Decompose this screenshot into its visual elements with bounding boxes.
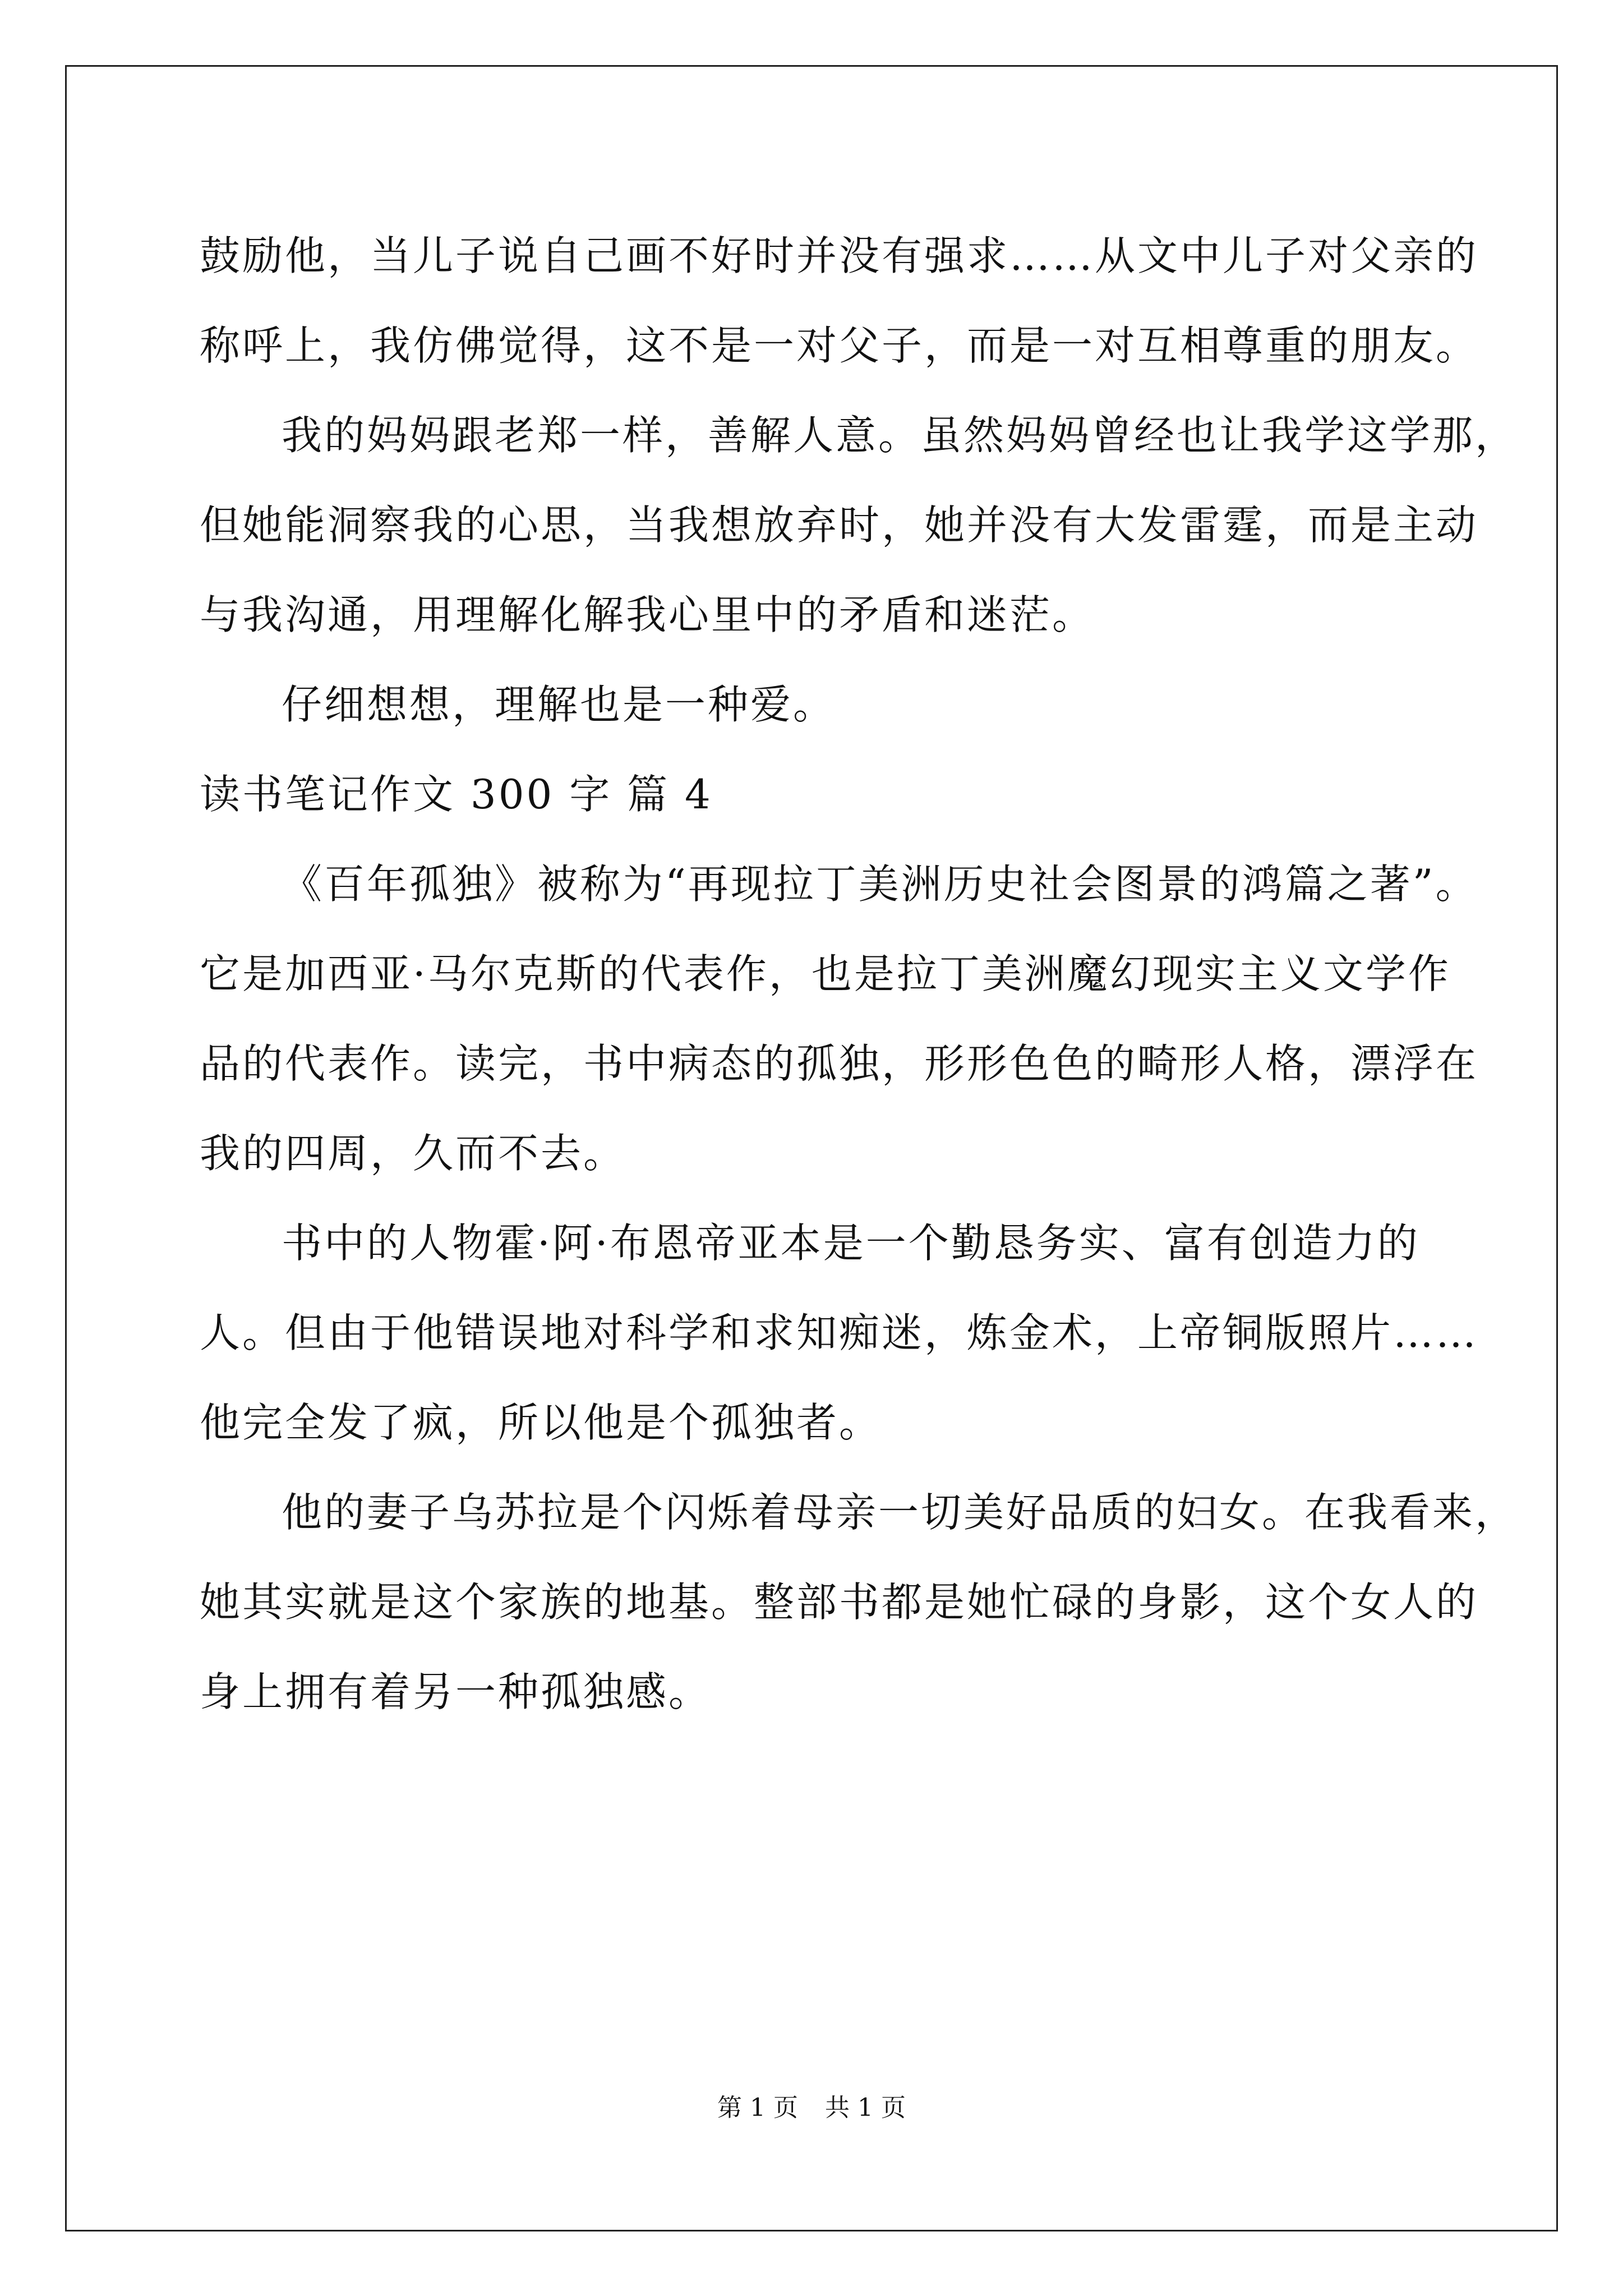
text-line: 仔细想想，理解也是一种爱。 [282, 681, 836, 728]
text-line: 与我沟通，用理解化解我心里中的矛盾和迷茫。 [200, 591, 1095, 638]
text-line: 他的妻子乌苏拉是个闪烁着母亲一切美好品质的妇女。在我看来， [282, 1489, 1518, 1536]
section-heading: 读书笔记作文 300 字 篇 4 [200, 771, 713, 818]
text-line: 身上拥有着另一种孤独感。 [200, 1668, 712, 1715]
text-line: 她其实就是这个家族的地基。整部书都是她忙碌的身影，这个女人的 [200, 1579, 1479, 1626]
text-line: 书中的人物霍·阿·布恩帝亚本是一个勤恳务实、富有创造力的 [282, 1220, 1420, 1267]
text-line: 鼓励他，当儿子说自己画不好时并没有强求……从文中儿子对父亲的 [200, 232, 1479, 279]
text-line: 人。但由于他错误地对科学和求知痴迷，炼金术，上帝铜版照片…… [200, 1309, 1479, 1356]
text-line: 它是加西亚·马尔克斯的代表作，也是拉丁美洲魔幻现实主义文学作 [200, 950, 1451, 997]
page-footer [0, 2091, 1623, 2125]
page-total: 共 1 页 [825, 2093, 906, 2122]
text-line: 我的妈妈跟老郑一样，善解人意。虽然妈妈曾经也让我学这学那， [282, 412, 1518, 459]
text-line: 我的四周，久而不去。 [200, 1130, 626, 1177]
document-body [200, 211, 1518, 1737]
text-line: 《百年孤独》被称为“再现拉丁美洲历史社会图景的鸿篇之著”。 [282, 861, 1478, 908]
text-line: 称呼上，我仿佛觉得，这不是一对父子，而是一对互相尊重的朋友。 [200, 322, 1479, 369]
page-number: 第 1 页 [717, 2093, 798, 2122]
text-line: 但她能洞察我的心思，当我想放弃时，她并没有大发雷霆，而是主动 [200, 501, 1479, 549]
text-line: 品的代表作。读完，书中病态的孤独，形形色色的畸形人格，漂浮在 [200, 1040, 1479, 1087]
text-line: 他完全发了疯，所以他是个孤独者。 [200, 1399, 882, 1446]
